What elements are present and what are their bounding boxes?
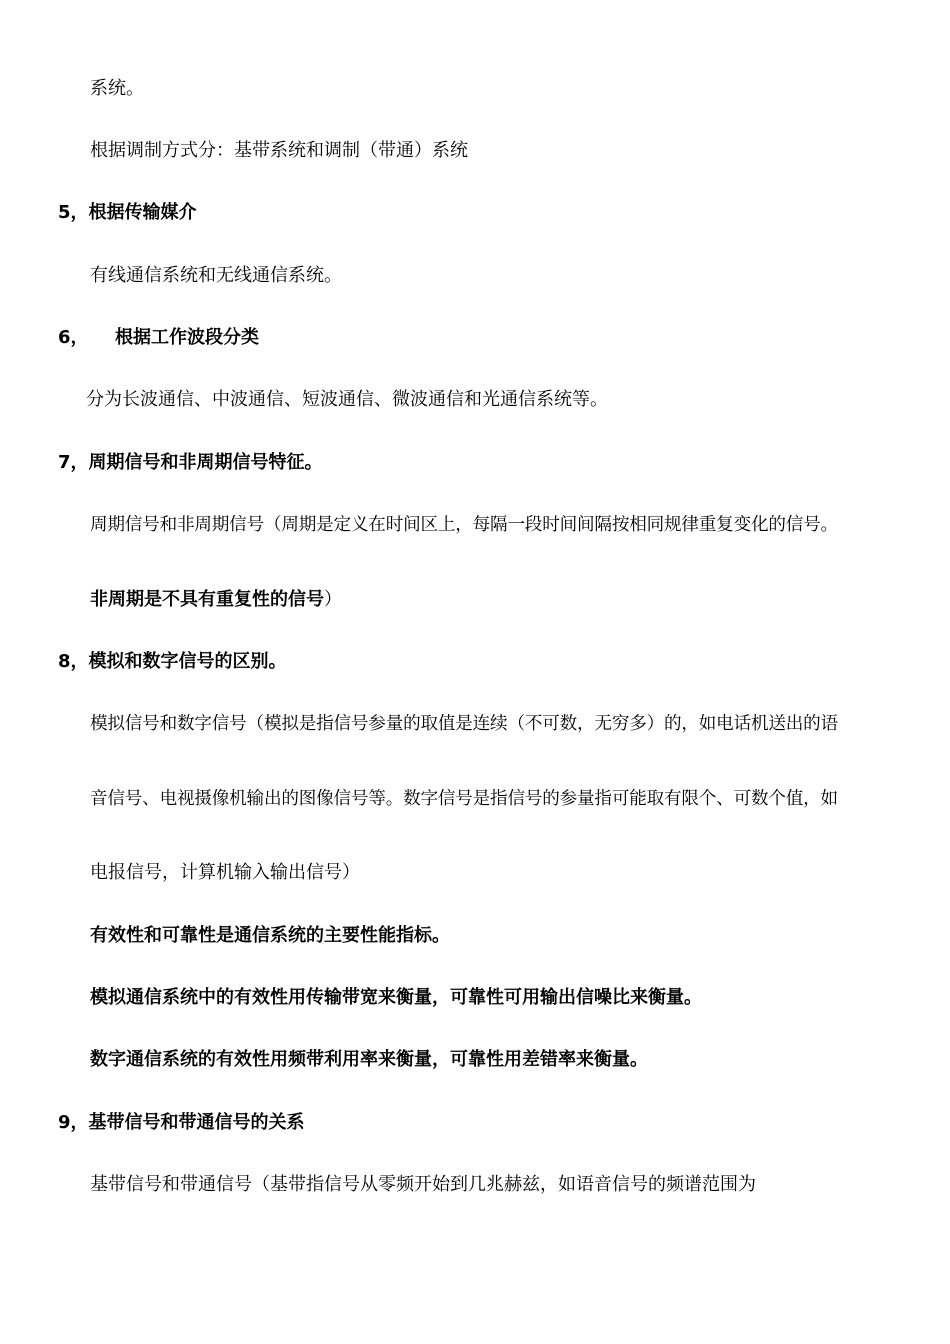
text-line: 有线通信系统和无线通信系统。: [90, 265, 342, 286]
emphasis-line: 模拟通信系统中的有效性用传输带宽来衡量，可靠性可用输出信噪比来衡量。: [90, 987, 702, 1008]
text-line: 电报信号，计算机输入输出信号）: [90, 862, 360, 883]
text-line: 系统。: [90, 78, 144, 99]
text-line: 周期信号和非周期信号（周期是定义在时间区上，每隔一段时间间隔按相同规律重复变化的信号。: [90, 515, 838, 535]
section-heading: 7，周期信号和非周期信号特征。: [58, 452, 323, 473]
emphasis-line: 有效性和可靠性是通信系统的主要性能指标。: [90, 925, 450, 946]
text-line: 基带信号和带通信号（基带指信号从零频开始到几兆赫兹，如语音信号的频谱范围为: [90, 1174, 756, 1195]
section-heading: 9，基带信号和带通信号的关系: [58, 1112, 305, 1133]
section-heading: 根据工作波段分类: [115, 327, 259, 348]
text-line: 音信号、电视摄像机输出的图像信号等。数字信号是指信号的参量指可能取有限个、可数个值，如: [90, 789, 838, 809]
text-line: 分为长波通信、中波通信、短波通信、微波通信和光通信系统等。: [86, 389, 608, 410]
closing-paren: ）: [324, 589, 342, 610]
emphasis-text: 非周期是不具有重复性的信号: [90, 589, 324, 610]
text-line: [90, 588, 342, 612]
section-number: 6，: [58, 327, 89, 348]
text-line: 根据调制方式分：基带系统和调制（带通）系统: [90, 140, 468, 161]
text-line: 模拟信号和数字信号（模拟是指信号参量的取值是连续（不可数，无穷多）的，如电话机送出的语: [90, 714, 838, 734]
emphasis-line: 数字通信系统的有效性用频带利用率来衡量，可靠性用差错率来衡量。: [90, 1049, 648, 1070]
section-heading: 5，根据传输媒介: [58, 202, 197, 223]
section-heading: 8，模拟和数字信号的区别。: [58, 651, 287, 672]
